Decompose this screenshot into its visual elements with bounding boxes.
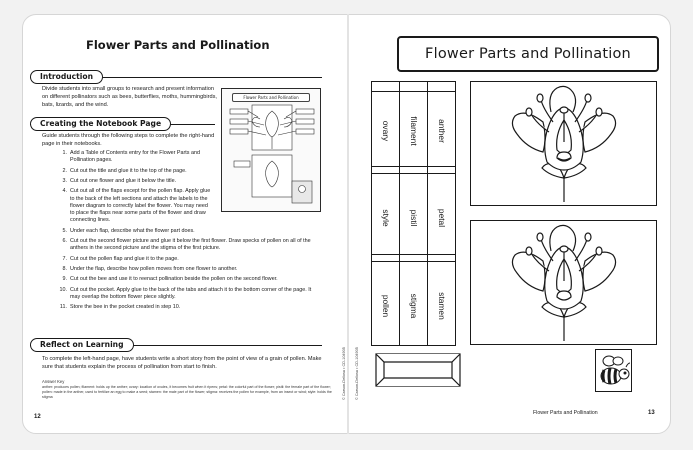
right-page-number: 13 <box>648 410 655 416</box>
flap-label-style: style <box>381 209 391 227</box>
pocket-cutout <box>372 350 464 390</box>
flap-label-pollen: pollen <box>381 294 391 318</box>
step-text: Cut out all of the flaps except for the pollen flap. Apply glue to the back of the left sections and attach the labels to the flower diagram to correctly label the flower. You may need to place the flaps near some parts of the flower and draw connecting lines. <box>70 188 211 224</box>
step-text: Cut out the title and glue it to the top of the page. <box>70 167 187 174</box>
step-item <box>56 150 211 164</box>
step-item <box>56 304 318 311</box>
bee-icon <box>596 350 633 393</box>
right-footer-title: Flower Parts and Pollination <box>533 410 598 416</box>
flap-column <box>399 81 428 346</box>
flap-tab <box>372 82 399 92</box>
left-page-title: Flower Parts and Pollination <box>86 38 270 52</box>
flower-diagram-bottom <box>470 220 657 345</box>
step-text: Cut out one flower and glue it below the title. <box>70 177 177 184</box>
step-number: 10. <box>59 286 67 293</box>
step-item <box>56 188 211 224</box>
section-creating: Creating the Notebook Page <box>30 117 171 131</box>
page-gutter <box>347 14 349 434</box>
pocket-drawing <box>372 350 464 390</box>
step-text: Under each flap, describe what the flower part does. <box>70 227 195 234</box>
flap-column <box>371 81 400 346</box>
answer-key-label: Answer Key <box>42 379 65 384</box>
flower-drawing <box>471 221 658 346</box>
step-number: 5. <box>62 227 67 234</box>
flap-separator <box>372 254 399 262</box>
step-item <box>56 287 318 301</box>
flap-separator <box>372 166 399 174</box>
flap-labels <box>371 81 457 346</box>
thumbnail-title: Flower Parts and Pollination <box>232 93 310 102</box>
step-item <box>56 238 318 252</box>
flap-tab <box>400 82 427 92</box>
step-text: Cut out the second flower picture and glue it below the first flower. Draw specks of pollen on all of the anthers in the second picture and the stigma of the first picture. <box>70 237 311 252</box>
flap-tab <box>428 82 455 92</box>
right-title-box <box>397 36 659 72</box>
flap-label-ovary: ovary <box>381 120 391 142</box>
step-number: 7. <box>62 255 67 262</box>
bee-cutout <box>595 349 632 392</box>
flap-label-filament: filament <box>409 116 419 146</box>
answer-key <box>42 379 332 400</box>
flap-label-petal: petal <box>437 208 447 228</box>
left-copyright: © Carson-Dellosa • CD-104905 <box>342 347 346 400</box>
step-number: 3. <box>62 177 67 184</box>
step-number: 11. <box>59 304 67 311</box>
step-text: Cut out the pollen flap and glue it to the page. <box>70 255 179 262</box>
step-item <box>56 168 211 175</box>
step-item <box>56 256 318 263</box>
flap-separator <box>400 166 427 174</box>
flap-column <box>427 81 456 346</box>
flap-label-stamen: stamen <box>437 292 447 320</box>
step-number: 4. <box>62 188 67 195</box>
right-copyright: © Carson-Dellosa • CD-104905 <box>355 347 359 400</box>
step-item <box>56 178 211 185</box>
step-item <box>56 228 318 235</box>
creating-paragraph: Guide students through the following steps to complete the right-hand page in their notebooks. <box>42 133 215 147</box>
flower-drawing <box>471 82 658 207</box>
answer-key-text: anther: produces pollen; filament: holds up the anther; ovary: location of ovules, it becomes fruit when it ripens; petal: the colorful part of the flower; pistil: the female part of the flower; pollen: made in the anther, used to fertilize an egg to make a seed; stamen: the male part of the flower; stigma: receives the pollen for example, from an insect or wind; style: holds the stigma <box>42 385 332 399</box>
step-number: 1. <box>62 150 67 156</box>
step-number: 8. <box>62 265 67 272</box>
step-item <box>56 276 318 283</box>
section-reflect: Reflect on Learning <box>30 338 134 352</box>
thumbnail-drawing <box>222 89 322 213</box>
step-text: Under the flap, describe how pollen moves from one flower to another. <box>70 265 238 272</box>
step-text: Cut out the bee and use it to reenact pollination beside the pollen on the second flower. <box>70 276 278 283</box>
step-text: Cut out the pocket. Apply glue to the back of the tabs and attach it to the bottom corner of the page. It may overlap the bottom flower piece slightly. <box>70 286 312 300</box>
flower-diagram-top <box>470 81 657 206</box>
flap-label-anther: anther <box>437 119 447 143</box>
left-page-number: 12 <box>34 414 41 420</box>
section-introduction: Introduction <box>30 70 103 84</box>
step-text: Add a Table of Contents entry for the Flower Parts and Pollination pages. <box>70 150 200 164</box>
step-item <box>56 266 318 273</box>
step-number: 6. <box>62 237 67 244</box>
flap-label-pistil: pistil <box>409 209 419 227</box>
reflect-paragraph: To complete the left-hand page, have students write a short story from the point of view of a grain of pollen. Make sure that students explain the process of pollination from start to finish. <box>42 356 322 370</box>
step-number: 9. <box>62 276 67 283</box>
notebook-thumbnail <box>221 88 321 212</box>
flap-separator <box>428 254 455 262</box>
intro-paragraph: Divide students into small groups to research and present information on different pollinators such as bees, butterflies, moths, hummingbirds, bats, lizards, and the wind. <box>42 86 217 108</box>
flap-separator <box>400 254 427 262</box>
step-number: 2. <box>62 167 67 174</box>
right-page-title: Flower Parts and Pollination <box>425 46 631 62</box>
flap-separator <box>428 166 455 174</box>
flap-label-stigma: stigma <box>409 293 419 319</box>
step-text: Store the bee in the pocket created in step 10. <box>70 304 181 311</box>
